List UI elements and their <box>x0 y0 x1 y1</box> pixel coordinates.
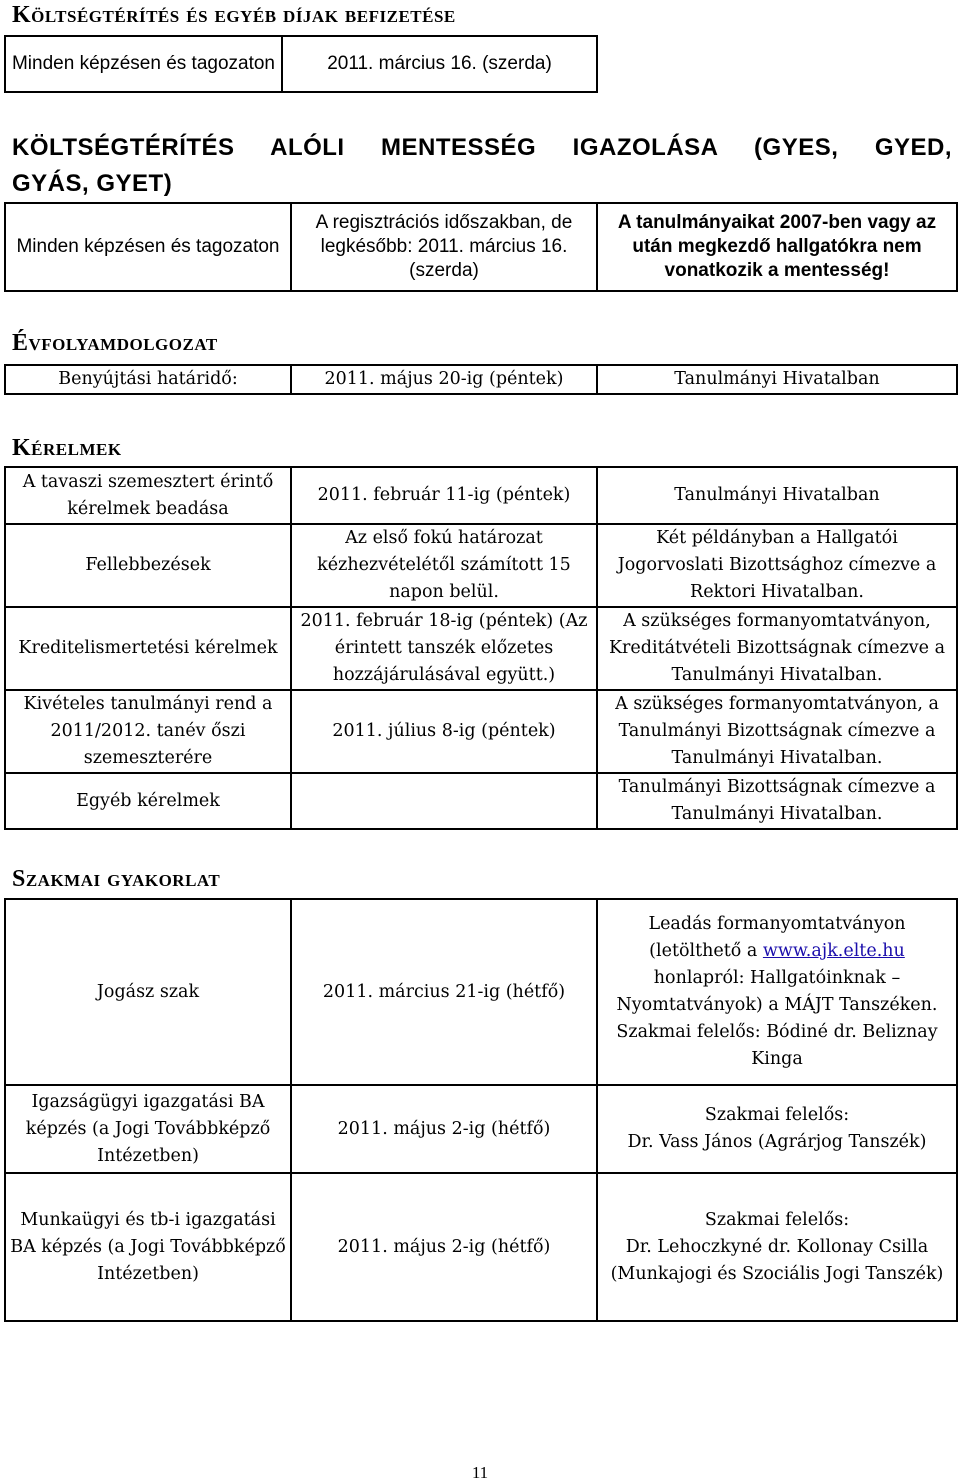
kerelmek-deadline <box>291 773 597 829</box>
kerelmek-deadline: 2011. július 8-ig (péntek) <box>291 690 597 773</box>
table-row <box>5 524 957 607</box>
ajk-website-link[interactable]: www.ajk.elte.hu <box>762 941 905 961</box>
szakmai-program: Jogász szak <box>5 899 291 1085</box>
kerelmek-subject: A tavaszi szemesztert érintő kérelmek beadása <box>5 467 291 524</box>
kerelmek-deadline: 2011. február 18-ig (péntek) (Az érintett tanszék előzetes hozzájárulásával együtt.) <box>291 607 597 690</box>
szakmai-deadline: 2011. március 21-ig (hétfő) <box>291 899 597 1085</box>
szakmai-note-person: Dr. Vass János (Agrárjog Tanszék) <box>627 1132 927 1152</box>
szakmai-program: Munkaügyi és tb-i igazgatási BA képzés (a Jogi Továbbképző Intézetben) <box>5 1173 291 1321</box>
szakmai-note-responsible: Szakmai felelős: Bódiné dr. Beliznay Kinga <box>616 1022 938 1069</box>
mentesseg-cell-scope: Minden képzésen és tagozaton <box>5 203 291 291</box>
evfolyam-table <box>4 364 958 395</box>
mentesseg-title-line2: GYÁS, GYET) <box>12 170 173 197</box>
koltseg-cell-scope: Minden képzésen és tagozaton <box>5 36 282 92</box>
evfolyam-cell-label: Benyújtási határidő: <box>5 365 291 394</box>
table-row <box>5 899 957 1085</box>
szakmai-deadline: 2011. május 2-ig (hétfő) <box>291 1085 597 1173</box>
szakmai-note-submission <box>602 911 952 1019</box>
kerelmek-title: Kérelmek <box>12 435 122 461</box>
kerelmek-subject: Kivételes tanulmányi rend a 2011/2012. tanév őszi szemeszterére <box>5 690 291 773</box>
szakmai-title: Szakmai gyakorlat <box>12 866 221 892</box>
evfolyam-cell-place: Tanulmányi Hivatalban <box>597 365 957 394</box>
szakmai-program: Igazságügyi igazgatási BA képzés (a Jogi Továbbképző Intézetben) <box>5 1085 291 1173</box>
kerelmek-where: A szükséges formanyomtatványon, Kreditátvételi Bizottságnak címezve a Tanulmányi Hivatalban. <box>597 607 957 690</box>
table-row <box>5 1173 957 1321</box>
szakmai-note-label: Szakmai felelős: <box>704 1105 850 1125</box>
mentesseg-table <box>4 202 958 292</box>
table-row <box>5 467 957 524</box>
szakmai-deadline: 2011. május 2-ig (hétfő) <box>291 1173 597 1321</box>
evfolyam-cell-date: 2011. május 20-ig (péntek) <box>291 365 597 394</box>
mentesseg-title-line1: KÖLTSÉGTÉRÍTÉS ALÓLI MENTESSÉG IGAZOLÁSA (GYES, GYED, <box>12 134 952 161</box>
szakmai-table <box>4 898 958 1322</box>
kerelmek-subject: Egyéb kérelmek <box>5 773 291 829</box>
table-row <box>5 1085 957 1173</box>
evfolyam-title: Évfolyamdolgozat <box>12 330 218 356</box>
kerelmek-table <box>4 466 958 830</box>
kerelmek-deadline: 2011. február 11-ig (péntek) <box>291 467 597 524</box>
koltseg-title: Költségtérítés és egyéb díjak befizetése <box>12 2 456 28</box>
koltseg-cell-date: 2011. március 16. (szerda) <box>282 36 597 92</box>
kerelmek-where: Két példányban a Hallgatói Jogorvoslati Bizottsághoz címezve a Rektori Hivatalban. <box>597 524 957 607</box>
kerelmek-subject: Kreditelismertetési kérelmek <box>5 607 291 690</box>
szakmai-note <box>597 899 957 1085</box>
szakmai-note <box>597 1173 957 1321</box>
note-prefix: Leadás formanyomtatványon (letölthető a <box>648 914 906 961</box>
table-row <box>5 690 957 773</box>
szakmai-note-person: Dr. Lehoczkyné dr. Kollonay Csilla (Munkajogi és Szociális Jogi Tanszék) <box>610 1236 944 1284</box>
szakmai-note-label: Szakmai felelős: <box>704 1209 850 1230</box>
page-number: 11 <box>471 1463 489 1482</box>
kerelmek-where: A szükséges formanyomtatványon, a Tanulmányi Bizottságnak címezve a Tanulmányi Hivatalban. <box>597 690 957 773</box>
note-suffix: honlapról: Hallgatóinknak – Nyomtatványok) a MÁJT Tanszéken. <box>616 968 938 1015</box>
kerelmek-deadline: Az első fokú határozat kézhezvételétől számított 15 napon belül. <box>291 524 597 607</box>
kerelmek-where: Tanulmányi Hivatalban <box>597 467 957 524</box>
table-row <box>5 773 957 829</box>
koltseg-table <box>4 35 598 93</box>
szakmai-note <box>597 1085 957 1173</box>
table-row <box>5 607 957 690</box>
mentesseg-cell-date: A regisztrációs időszakban, de legkésőbb: 2011. március 16. (szerda) <box>291 203 597 291</box>
mentesseg-cell-note: A tanulmányaikat 2007-ben vagy az után megkezdő hallgatókra nem vonatkozik a mentesség! <box>597 203 957 291</box>
kerelmek-where: Tanulmányi Bizottságnak címezve a Tanulmányi Hivatalban. <box>597 773 957 829</box>
kerelmek-subject: Fellebbezések <box>5 524 291 607</box>
